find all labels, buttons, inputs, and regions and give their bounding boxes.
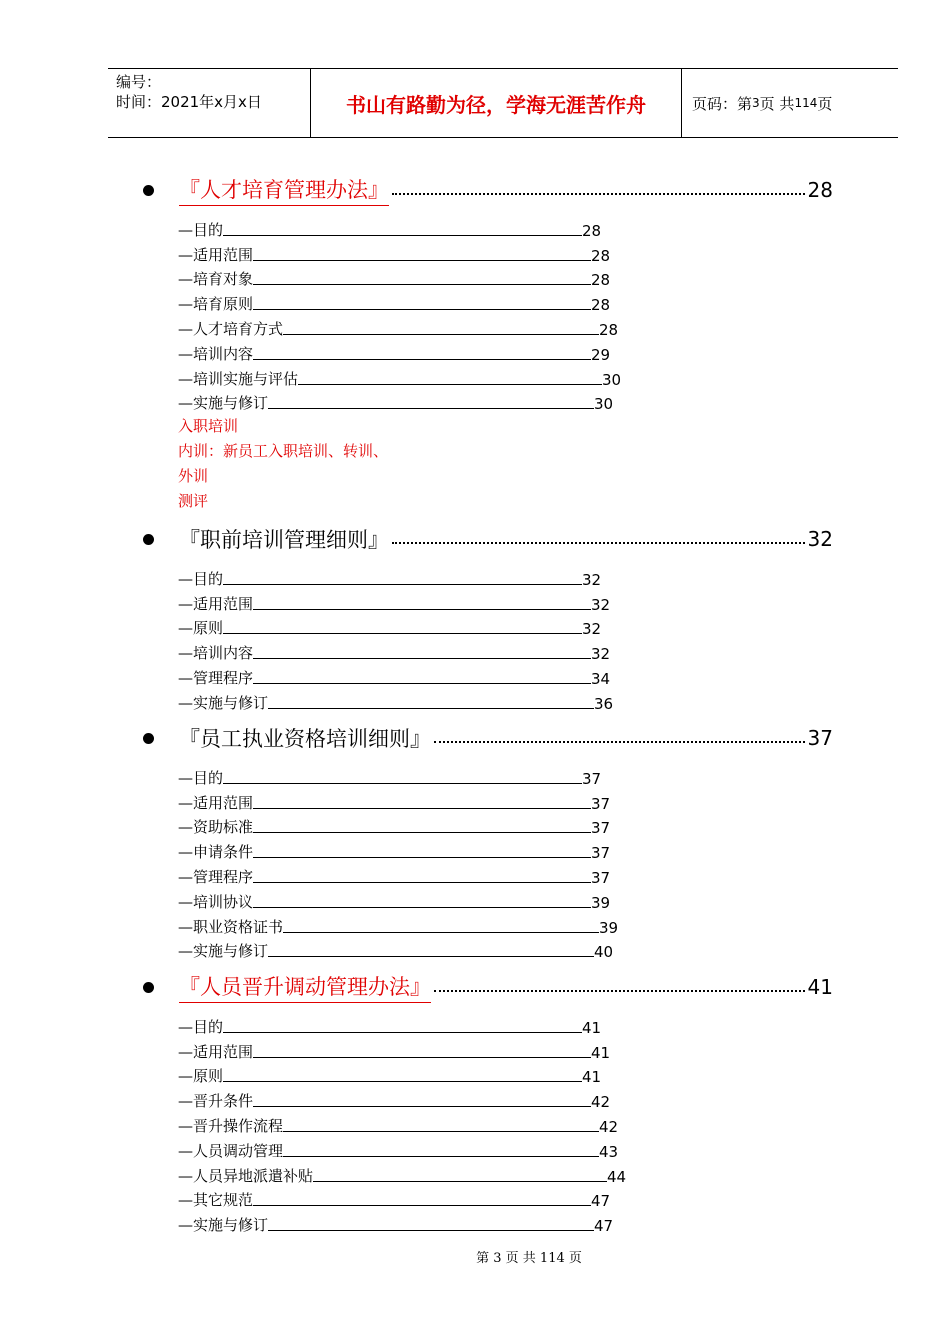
toc-entry: —适用范围 32 <box>178 594 611 614</box>
note-line: 测评 <box>178 492 209 510</box>
date-label: 时间：2021年x月x日 <box>116 93 262 111</box>
toc-entry: —目的 28 <box>178 220 602 240</box>
toc-entry: —管理程序 37 <box>178 867 611 887</box>
dot-leader <box>434 990 805 992</box>
toc-entry: —实施与修订 36 <box>178 693 614 713</box>
section-page-number: 28 <box>807 178 833 202</box>
toc-entry: —晋升操作流程 42 <box>178 1116 619 1136</box>
toc-entry: —晋升条件 42 <box>178 1092 611 1112</box>
note-line: 外训 <box>178 467 209 485</box>
toc-entry: —培训内容 29 <box>178 344 611 364</box>
dot-leader <box>434 741 805 743</box>
toc-entry: —适用范围 28 <box>178 245 611 265</box>
toc-entry: —目的 32 <box>178 569 602 589</box>
toc-entry: —目的 41 <box>178 1017 602 1037</box>
bullet-icon <box>143 185 154 196</box>
header-page-info <box>682 69 898 137</box>
section-title-text[interactable]: 『人才培育管理办法』 <box>179 174 389 206</box>
page-prefix: 页码：第 <box>692 94 753 113</box>
toc-entry: —管理程序 34 <box>178 668 611 688</box>
number-label: 编号： <box>116 73 162 91</box>
note-line: 入职培训 <box>178 417 239 435</box>
page-header <box>108 68 898 138</box>
toc-entry: —资助标准 37 <box>178 818 611 838</box>
toc-entry: —实施与修订 30 <box>178 394 614 414</box>
dot-leader <box>392 193 805 195</box>
bullet-icon <box>143 982 154 993</box>
toc-entry: —人才培育方式 28 <box>178 319 619 339</box>
toc-entry: —其它规范 47 <box>178 1191 611 1211</box>
toc-entry: —培训实施与评估 30 <box>178 369 622 389</box>
toc-entries <box>178 763 618 961</box>
toc-entry: —适用范围 37 <box>178 793 611 813</box>
toc-section-title <box>143 175 833 205</box>
toc-entry: —人员异地派遣补贴 44 <box>178 1166 627 1186</box>
page-total: 114 <box>794 96 818 110</box>
section-title-text[interactable]: 『人员晋升调动管理办法』 <box>179 971 431 1003</box>
bullet-icon <box>143 534 154 545</box>
page-footer: 第 3 页 共 114 页 <box>476 1251 582 1266</box>
page-current: 3 <box>752 96 760 110</box>
page-suffix: 页 <box>817 94 833 113</box>
toc-entry: —人员调动管理 43 <box>178 1141 619 1161</box>
toc-entry: —培训内容 32 <box>178 644 611 664</box>
toc-entry: —目的 37 <box>178 768 602 788</box>
training-notes <box>178 414 388 514</box>
toc-section-title <box>143 524 833 554</box>
toc-entry: —申请条件 37 <box>178 843 611 863</box>
dot-leader <box>392 542 805 544</box>
toc-entry: —原则 32 <box>178 619 602 639</box>
section-page-number: 37 <box>807 726 833 750</box>
toc-entry: —培育原则 28 <box>178 295 611 315</box>
page-mid: 页 共 <box>759 94 795 113</box>
toc-entry: —培训协议 39 <box>178 892 611 912</box>
toc-entries <box>178 1012 626 1235</box>
toc-section-title <box>143 972 833 1002</box>
toc-entry: —实施与修订 40 <box>178 942 614 962</box>
toc-entry: —适用范围 41 <box>178 1042 611 1062</box>
toc-entry: —原则 41 <box>178 1067 602 1087</box>
section-page-number: 32 <box>807 527 833 551</box>
bullet-icon <box>143 733 154 744</box>
toc-section-title <box>143 723 833 753</box>
section-title-text[interactable]: 『职前培训管理细则』 <box>179 528 389 552</box>
toc-entries <box>178 564 613 713</box>
toc-entry: —培育对象 28 <box>178 270 611 290</box>
toc-entry: —职业资格证书 39 <box>178 917 619 937</box>
note-line: 内训：新员工入职培训、转训、 <box>178 442 389 460</box>
header-meta <box>108 69 310 137</box>
toc-entry: —实施与修订 47 <box>178 1216 614 1236</box>
section-title-text[interactable]: 『员工执业资格培训细则』 <box>179 727 431 751</box>
section-page-number: 41 <box>807 975 833 999</box>
header-motto: 书山有路勤为径，学海无涯苦作舟 <box>310 69 682 137</box>
toc-entries <box>178 215 621 413</box>
